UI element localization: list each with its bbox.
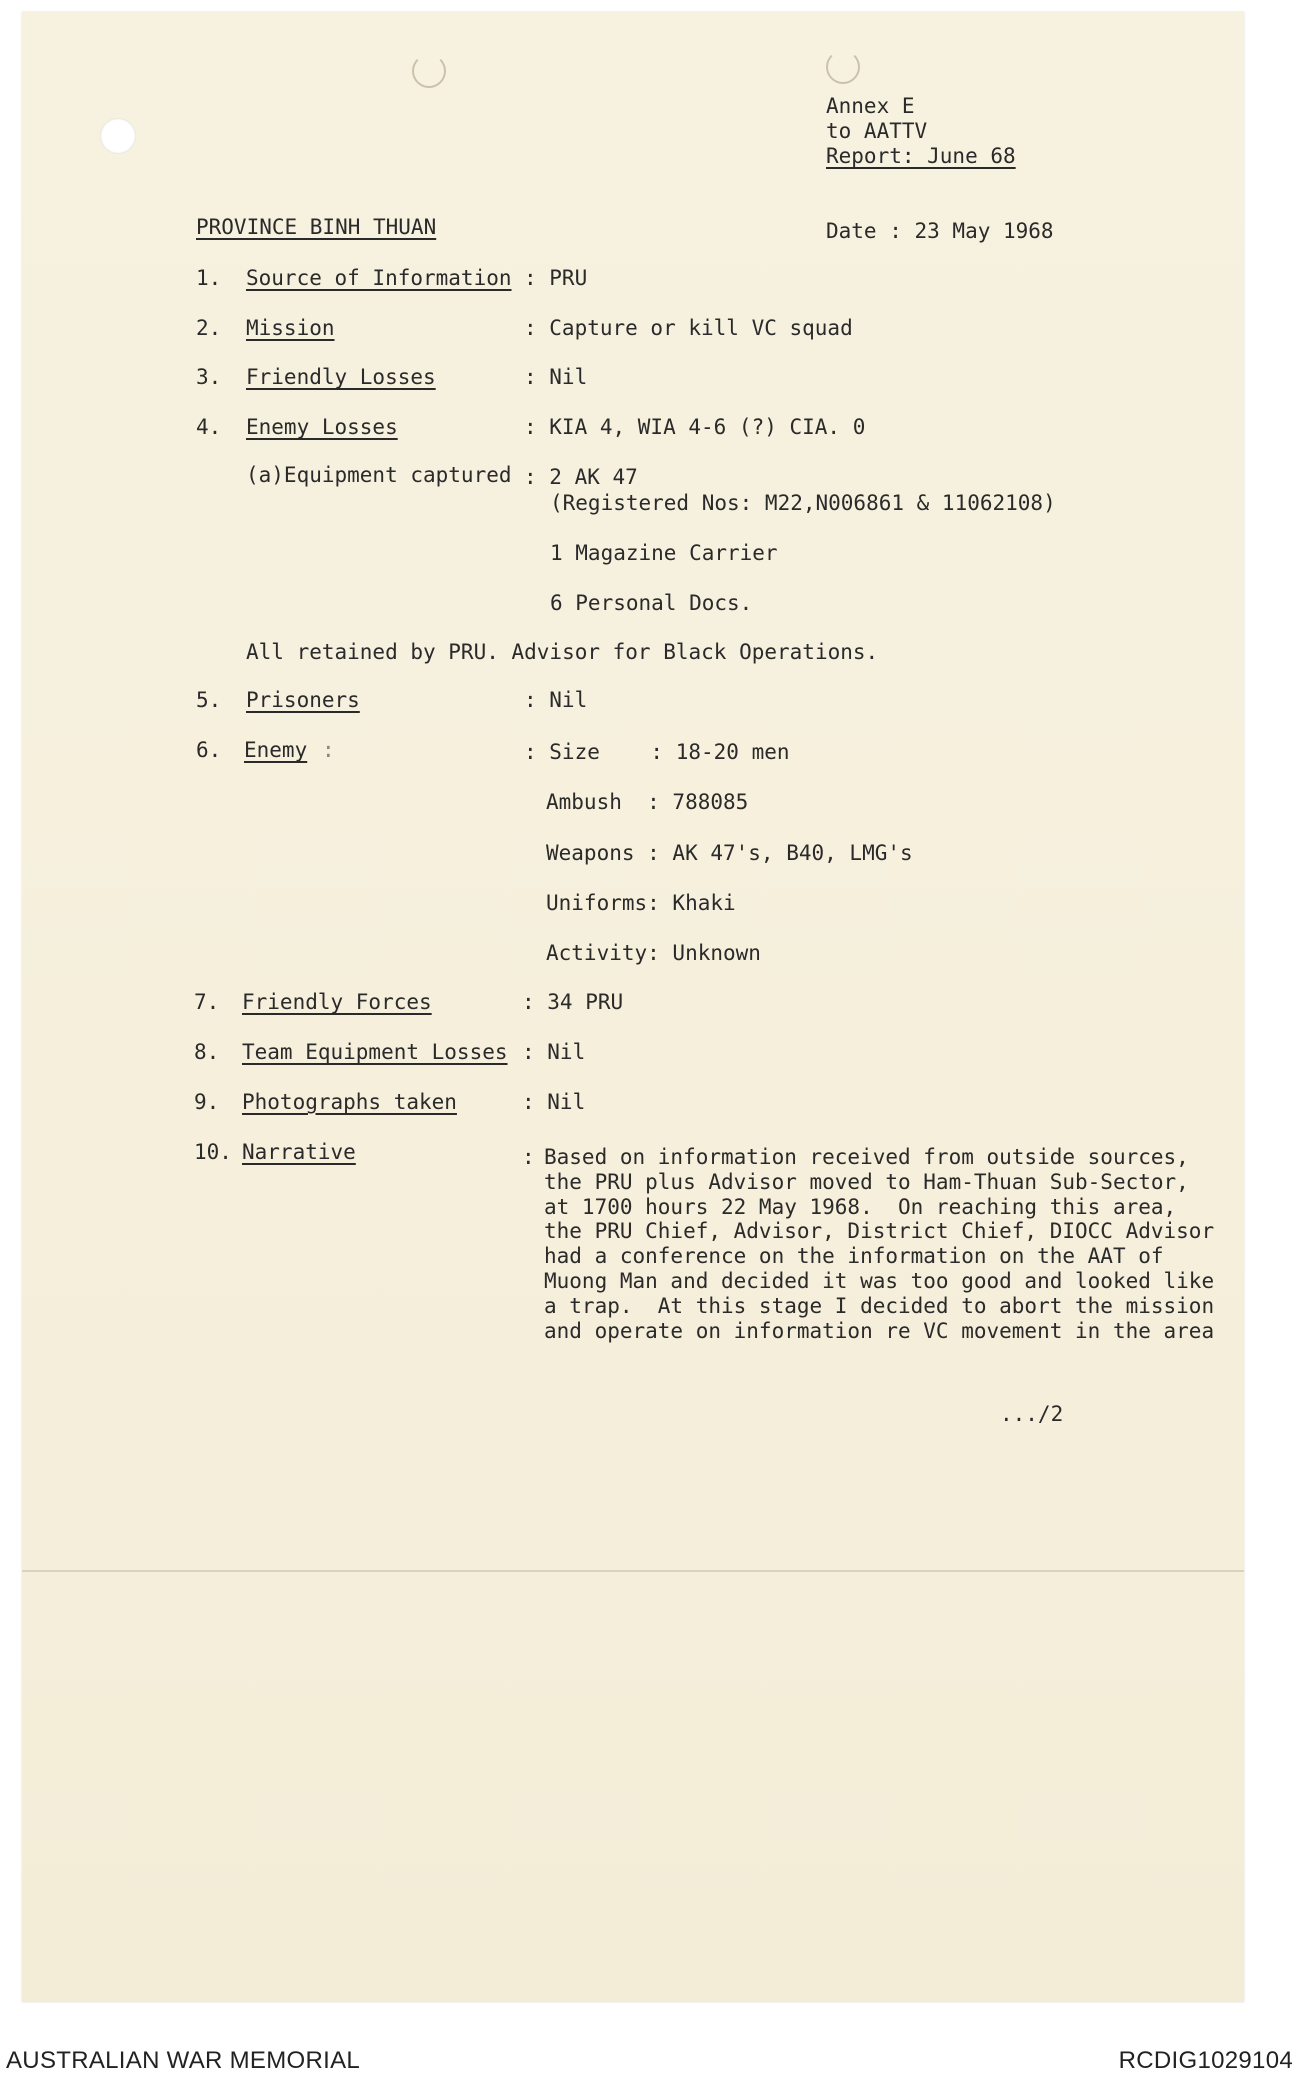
item-label-narrative: Narrative: [242, 1140, 356, 1164]
item-label-enemy-losses: Enemy Losses: [246, 415, 398, 439]
item-value-enemy-activity: Activity: Unknown: [546, 941, 761, 965]
report-reference: Report: June 68: [826, 144, 1016, 168]
item-label-enemy-colon: :: [322, 738, 335, 762]
item-number: 10.: [194, 1140, 232, 1164]
narrative-line: at 1700 hours 22 May 1968. On reaching this area,: [544, 1194, 1177, 1219]
item-value-prisoners: : Nil: [524, 688, 588, 712]
item-number: 7.: [194, 990, 220, 1014]
item-value-enemy-uniforms: Uniforms: Khaki: [546, 891, 736, 915]
narrative-line: Based on information received from outside sources,: [544, 1145, 1189, 1169]
item-label-source: Source of Information: [246, 266, 512, 290]
narrative-text: [544, 1145, 1234, 1343]
item-value-enemy-ambush: Ambush : 788085: [546, 790, 749, 814]
item-value-enemy-losses: : KIA 4, WIA 4-6 (?) CIA. 0: [524, 415, 866, 439]
item-number: 5.: [196, 688, 222, 712]
item-value-enemy-weapons: Weapons : AK 47's, B40, LMG's: [546, 841, 913, 865]
item-label-enemy: Enemy: [244, 738, 308, 762]
staple-mark: [412, 54, 446, 88]
item-number: 3.: [196, 365, 222, 389]
item-number: 9.: [194, 1090, 220, 1114]
item-number: 1.: [196, 266, 222, 290]
annex-label: Annex E: [826, 94, 915, 118]
province-title: PROVINCE BINH THUAN: [196, 215, 437, 239]
footer-institution: AUSTRALIAN WAR MEMORIAL: [6, 2047, 361, 2074]
punch-hole: [100, 118, 136, 154]
staple-mark: [826, 50, 860, 84]
item-value-friendly-forces: : 34 PRU: [522, 990, 624, 1014]
item-label-friendly-losses: Friendly Losses: [246, 365, 436, 389]
narrative-line: the PRU Chief, Advisor, District Chief, DIOCC Advisor: [544, 1219, 1215, 1244]
item-number: 6.: [196, 738, 222, 762]
item-value-friendly-losses: : Nil: [524, 365, 588, 389]
item-value-narrative-colon: :: [522, 1145, 535, 1169]
item-label-team-equipment-losses: Team Equipment Losses: [242, 1040, 508, 1064]
item-value-mission: : Capture or kill VC squad: [524, 316, 853, 340]
item-value-equipment: : 2 AK 47: [524, 465, 638, 489]
annex-to: to AATTV: [826, 119, 928, 143]
item-label-friendly-forces: Friendly Forces: [242, 990, 432, 1014]
item-value-docs: 6 Personal Docs.: [550, 591, 753, 615]
item-number: 8.: [194, 1040, 220, 1064]
item-value-team-equipment-losses: : Nil: [522, 1040, 586, 1064]
item-value-source: : PRU: [524, 266, 588, 290]
item-number: 4.: [196, 415, 222, 439]
narrative-line: and operate on information re VC movement in the area: [544, 1318, 1215, 1343]
narrative-line: the PRU plus Advisor moved to Ham-Thuan Sub-Sector,: [544, 1169, 1189, 1194]
continued-marker: .../2: [1000, 1402, 1064, 1426]
narrative-line: had a conference on the information on the AAT of: [544, 1244, 1164, 1269]
item-label-prisoners: Prisoners: [246, 688, 360, 712]
page-fold-line: [22, 1570, 1244, 1572]
narrative-line: Muong Man and decided it was too good and looked like: [544, 1268, 1215, 1293]
item-label-mission: Mission: [246, 316, 335, 340]
item-label-photographs: Photographs taken: [242, 1090, 457, 1114]
retained-note: All retained by PRU. Advisor for Black Operations.: [246, 640, 879, 664]
report-date: Date : 23 May 1968: [826, 219, 1054, 243]
footer-record-id: RCDIG1029104: [1118, 2047, 1293, 2074]
item-label-equipment-captured: (a)Equipment captured: [246, 463, 512, 487]
item-value-magazine: 1 Magazine Carrier: [550, 541, 778, 565]
narrative-line: a trap. At this stage I decided to abort the mission: [544, 1293, 1215, 1318]
item-value-photographs: : Nil: [522, 1090, 586, 1114]
item-value-enemy-size: : Size : 18-20 men: [524, 740, 790, 764]
item-number: 2.: [196, 316, 222, 340]
item-value-registered-nos: (Registered Nos: M22,N006861 & 11062108): [550, 491, 1056, 515]
